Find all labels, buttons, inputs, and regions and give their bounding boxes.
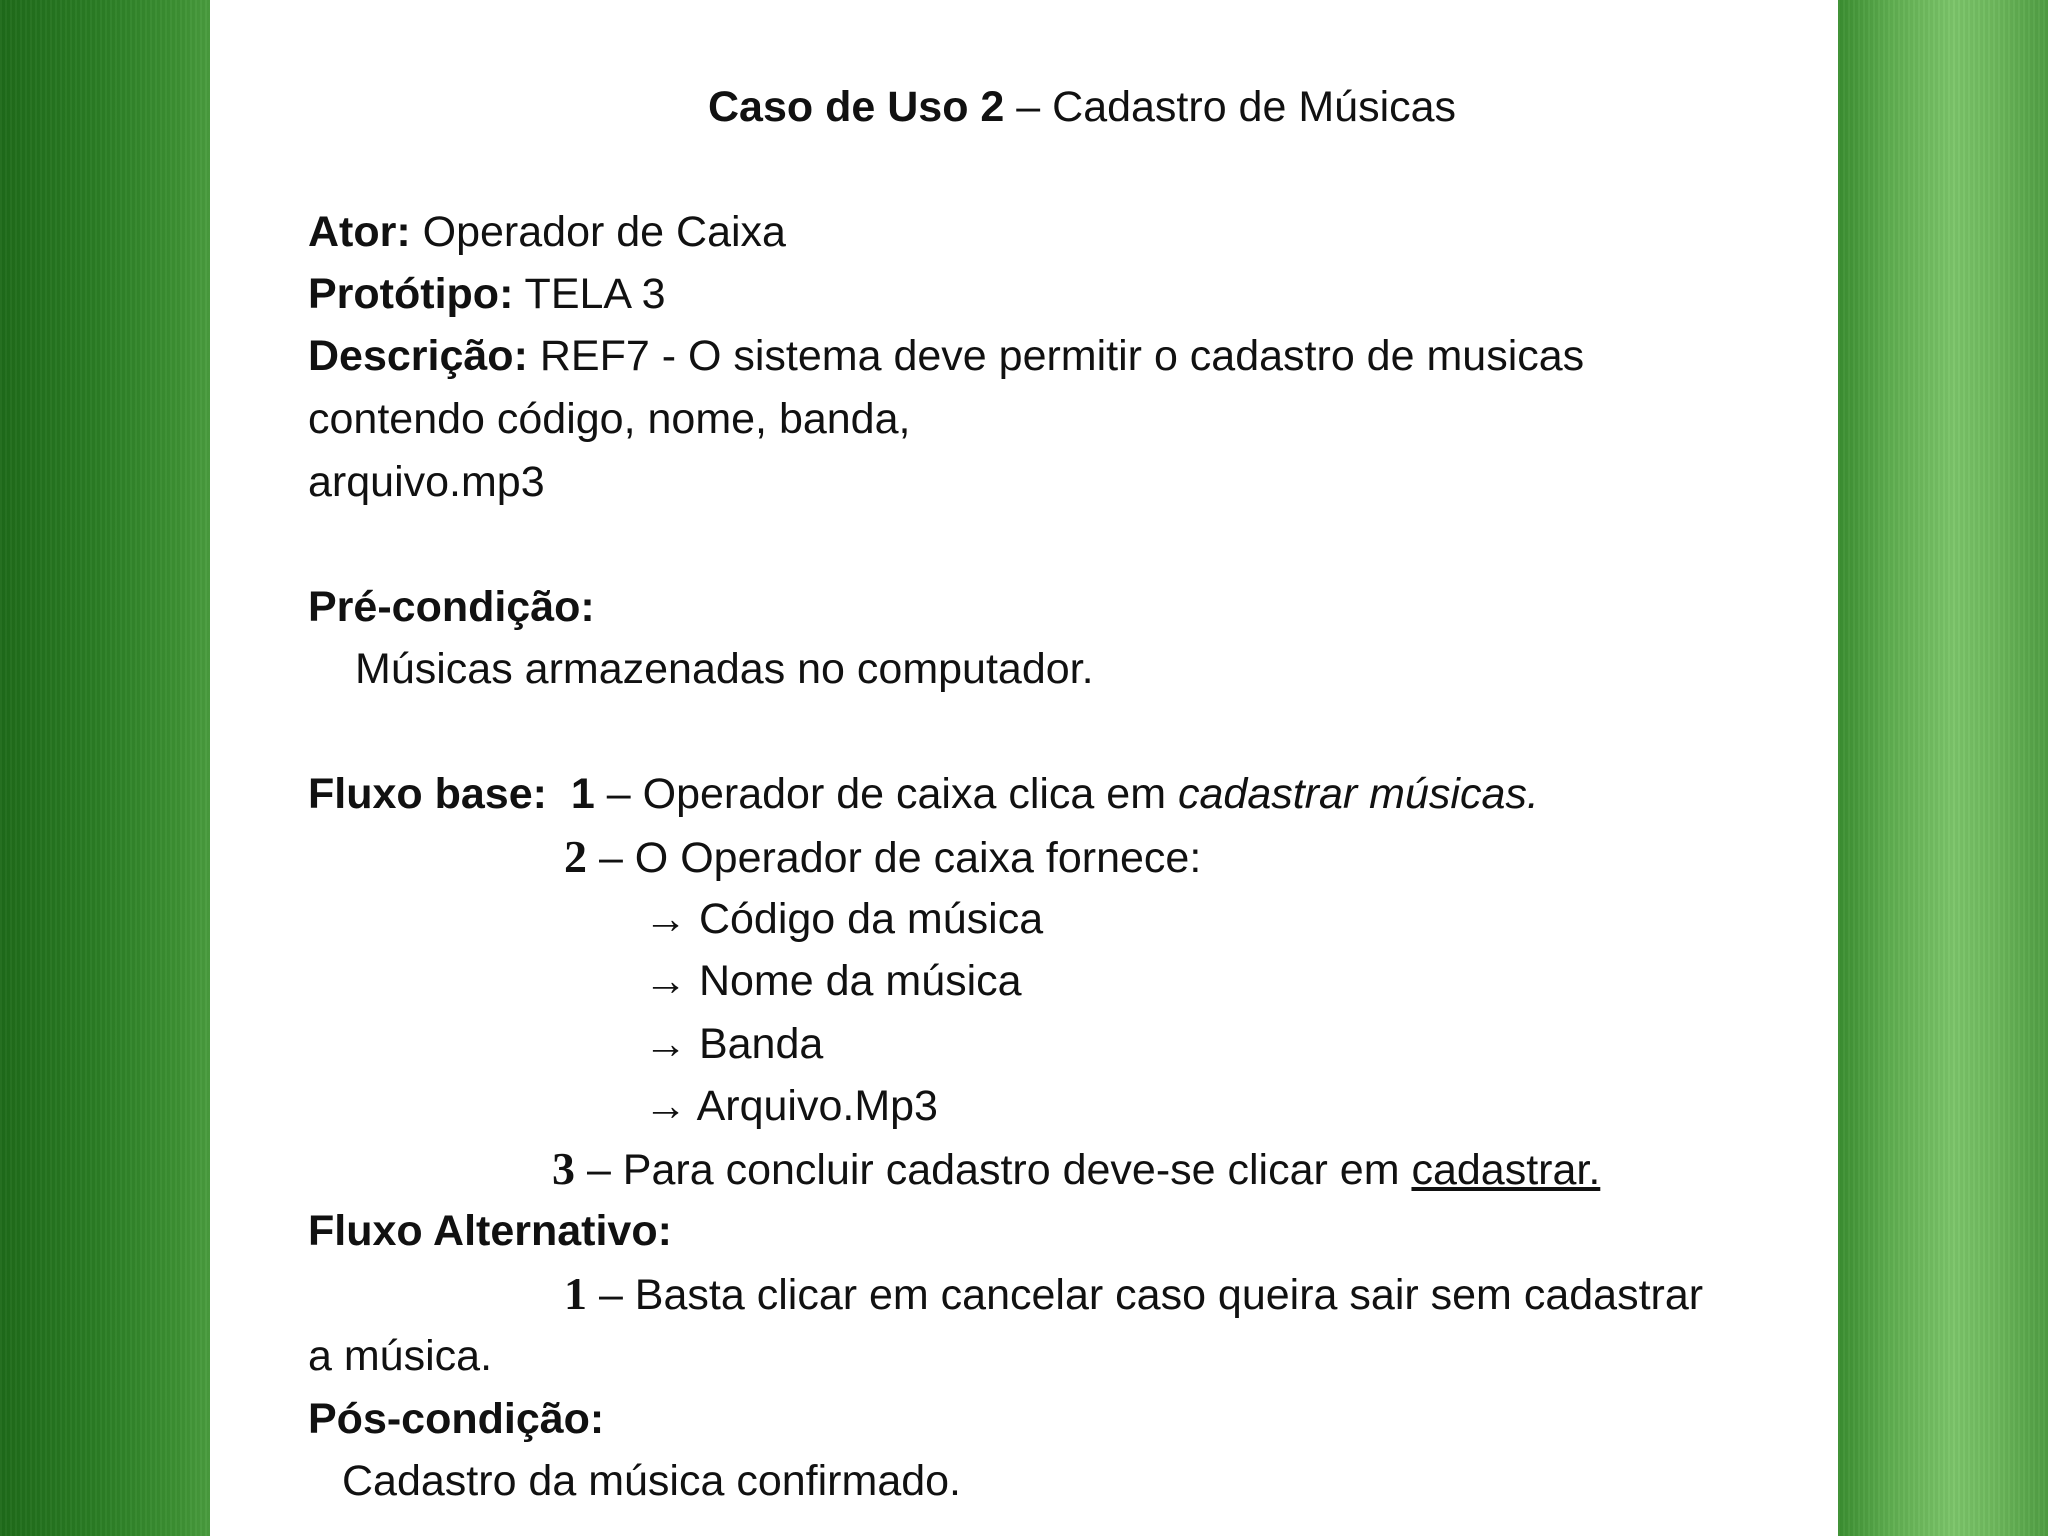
document-title [708, 76, 1456, 138]
step1-text: – Operador de caixa clica em [594, 770, 1178, 818]
precondicao-value: Músicas armazenadas no computador. [355, 645, 1094, 693]
list-item-nome: → Nome da música [644, 957, 1022, 1005]
step2-text: – O Operador de caixa fornece: [587, 834, 1202, 882]
cadastrar-link[interactable]: cadastrar. [1411, 1146, 1601, 1194]
alt1-text: – Basta clicar em cancelar caso queira sair sem cadastrar [587, 1271, 1704, 1319]
alt1-number: 1 [564, 1268, 587, 1319]
alt1-line-cont: a música. [308, 1332, 493, 1380]
list-item-banda: → Banda [644, 1020, 824, 1068]
left-green-border [0, 0, 210, 1536]
poscondicao-label: Pós-condição: [308, 1395, 605, 1443]
title-rest: – Cadastro de Músicas [1004, 83, 1457, 131]
document-page [210, 0, 1838, 1536]
prototipo-value: TELA 3 [513, 270, 666, 318]
fluxo-alternativo-label: Fluxo Alternativo: [308, 1207, 672, 1255]
document-content[interactable] [308, 0, 1788, 1505]
step1-italic: cadastrar músicas. [1177, 770, 1539, 818]
alt1-line [564, 1263, 1703, 1326]
step3-text: – Para concluir cadastro deve-se clicar em [575, 1146, 1412, 1194]
descricao-line-2: contendo código, nome, banda, [308, 395, 911, 443]
step1-number: 1 [570, 770, 595, 818]
ator-label: Ator: [308, 208, 411, 256]
descricao-line-3: arquivo.mp3 [308, 458, 545, 506]
step3-number: 3 [552, 1143, 575, 1194]
poscondicao-value: Cadastro da música confirmado. [342, 1457, 962, 1505]
step3-line [552, 1138, 1600, 1201]
descricao-line-1 [308, 325, 1584, 387]
ator-value: Operador de Caixa [410, 208, 786, 256]
precondicao-label: Pré-condição: [308, 583, 595, 631]
fluxo-base-label: Fluxo base: [308, 770, 547, 818]
fluxo-base-line [308, 763, 1539, 825]
right-green-border [1838, 0, 2048, 1536]
prototipo-label: Protótipo: [308, 270, 514, 318]
title-bold: Caso de Uso 2 [708, 83, 1005, 131]
list-item-codigo: → Código da música [644, 895, 1044, 943]
list-item-arquivo: → Arquivo.Mp3 [644, 1082, 938, 1130]
ator-line [308, 201, 786, 263]
prototipo-line [308, 263, 666, 325]
descricao-label: Descrição: [308, 332, 528, 380]
step2-line [564, 826, 1201, 889]
descricao-text-1: REF7 - O sistema deve permitir o cadastro de musicas [527, 332, 1585, 380]
step2-number: 2 [564, 831, 587, 882]
